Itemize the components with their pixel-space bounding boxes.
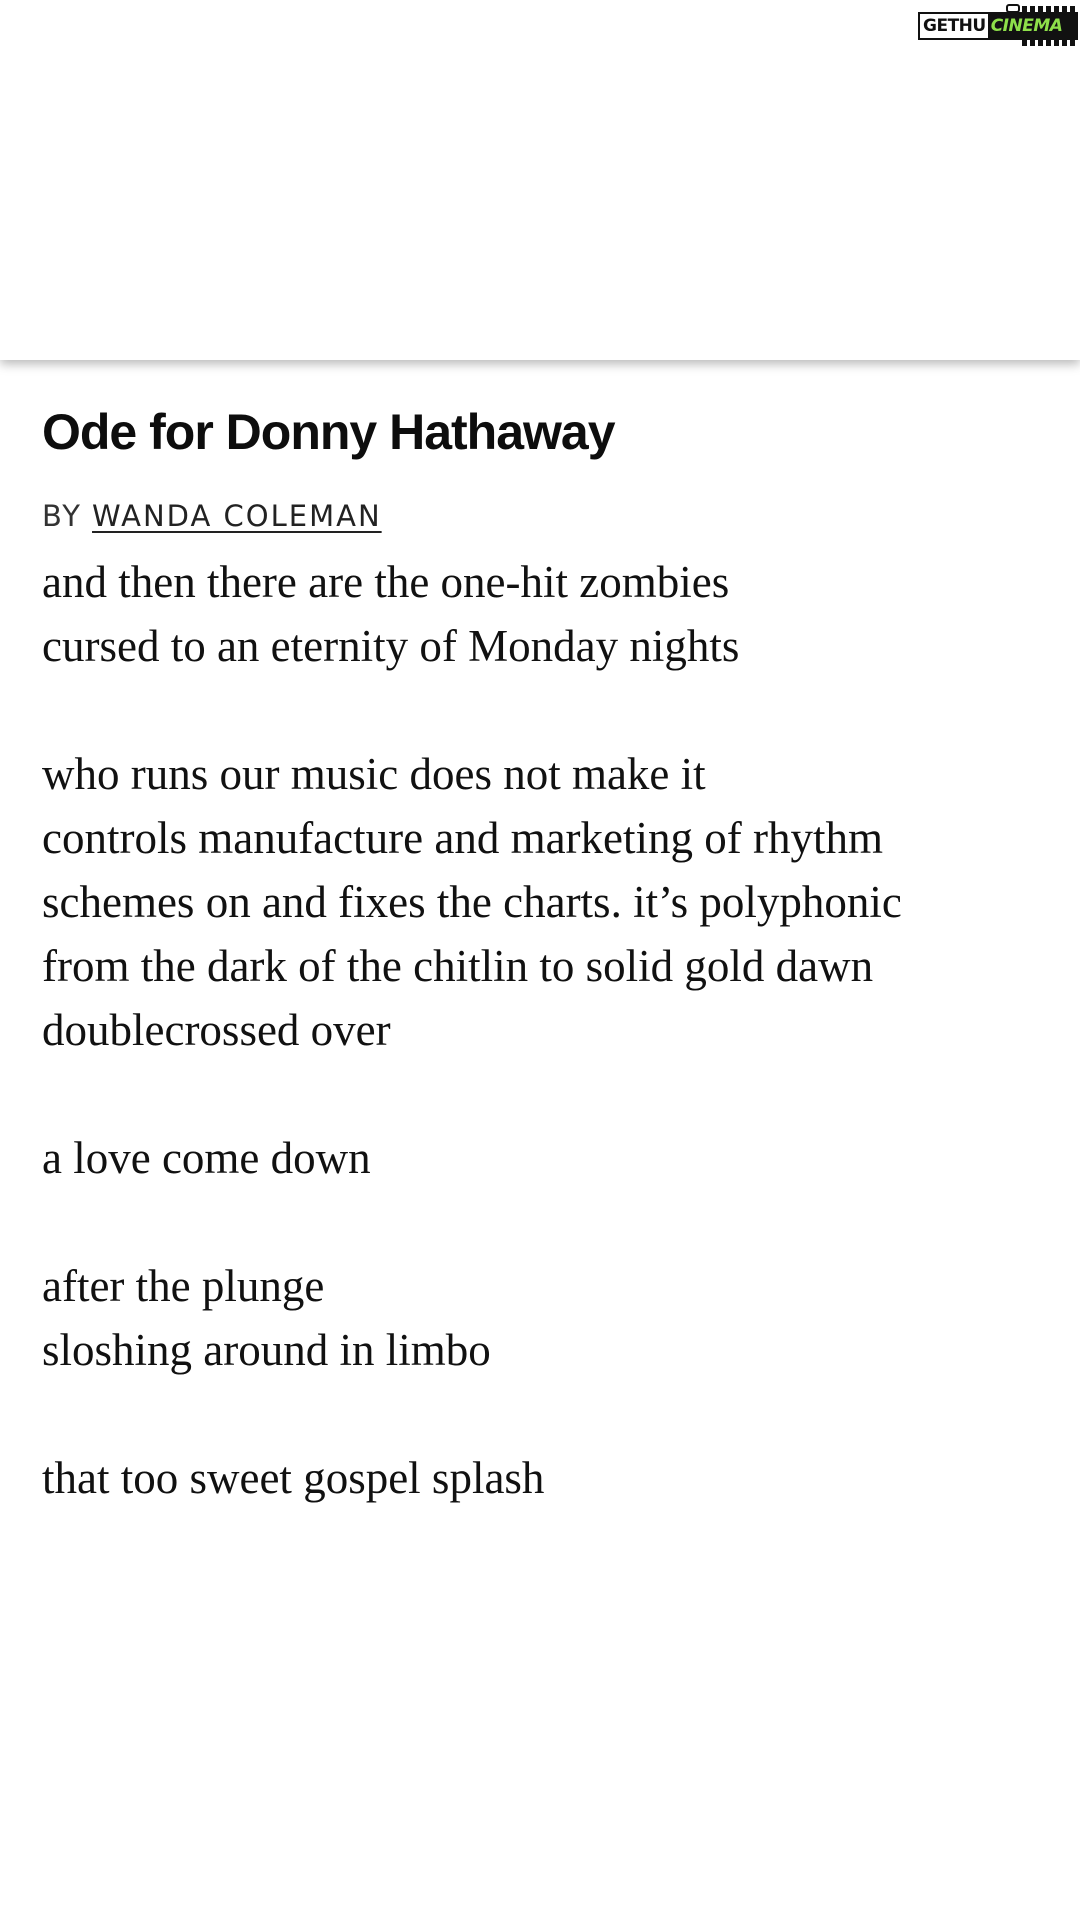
- poem-line: that too sweet gospel splash: [42, 1453, 545, 1503]
- stanza: [42, 1126, 1042, 1190]
- poem-line: a love come down: [42, 1133, 371, 1183]
- poem-line: doublecrossed over: [42, 1005, 391, 1055]
- poem-line: and then there are the one-hit zombies: [42, 557, 730, 607]
- poem-line: controls manufacture and marketing of rhythm: [42, 813, 883, 863]
- poem-line: schemes on and fixes the charts. it’s polyphonic: [42, 877, 902, 927]
- poem-body: [42, 550, 1042, 1510]
- by-label: BY: [42, 499, 83, 533]
- poem-title: Ode for Donny Hathaway: [42, 404, 615, 460]
- stanza: [42, 550, 1042, 678]
- watermark-text-part2: CINEMA: [988, 14, 1076, 38]
- poem-line: cursed to an eternity of Monday nights: [42, 621, 740, 671]
- film-strip-icon: [1022, 40, 1078, 46]
- poem-line: who runs our music does not make it: [42, 749, 706, 799]
- stanza: [42, 742, 1042, 1062]
- stanza: [42, 1446, 1042, 1510]
- byline: [42, 498, 1042, 534]
- watermark-logo: [918, 6, 1078, 46]
- author-link[interactable]: WANDA COLEMAN: [92, 499, 382, 533]
- poem-line: from the dark of the chitlin to solid gold dawn: [42, 941, 874, 991]
- stanza: [42, 1254, 1042, 1382]
- header-blank-area: [0, 0, 1080, 360]
- poem-line: after the plunge: [42, 1261, 325, 1311]
- watermark-text-part1: GETHU: [920, 14, 988, 38]
- poem-article: [42, 360, 1042, 1574]
- poem-line: sloshing around in limbo: [42, 1325, 491, 1375]
